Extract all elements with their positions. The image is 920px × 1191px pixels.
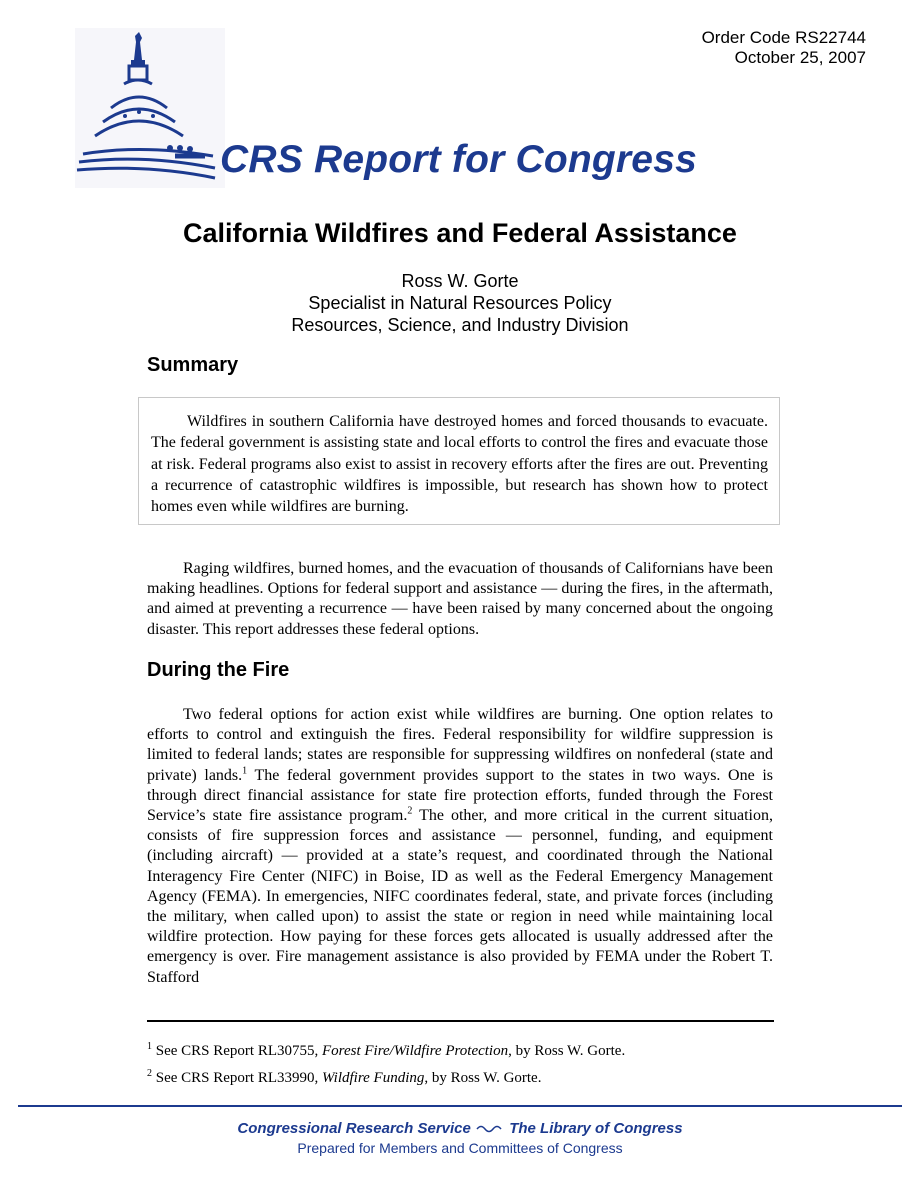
footnote-suffix: , by Ross W. Gorte. (508, 1043, 626, 1059)
footnote-mark: 2 (147, 1068, 152, 1079)
intro-paragraph: Raging wildfires, burned homes, and the evacuation of thousands of Californians have been making headlines. Options for federal support and assistance — during the fires, in the aftermath, and aimed at preventing a recurrence — have been raised by many concerned about the ongoing disaster. This report addresses these federal options. (147, 560, 773, 638)
author-block (0, 270, 920, 336)
footnote-mark: 1 (147, 1041, 152, 1052)
crs-report-banner: CRS Report for Congress (220, 138, 697, 181)
footnote-prefix: See CRS Report RL33990, (152, 1070, 323, 1086)
footnote-2 (147, 1069, 541, 1087)
capitol-dome-logo (75, 28, 225, 188)
report-date: October 25, 2007 (734, 48, 866, 67)
author-name: Ross W. Gorte (401, 271, 519, 291)
during-fire-heading: During the Fire (147, 659, 290, 681)
footnote-1 (147, 1042, 625, 1060)
footnote-title: Forest Fire/Wildfire Protection (322, 1043, 509, 1059)
footnote-suffix: , by Ross W. Gorte. (424, 1070, 542, 1086)
author-title: Specialist in Natural Resources Policy (308, 293, 612, 313)
during-fire-paragraph (147, 705, 773, 988)
footnote-title: Wildfire Funding (322, 1070, 425, 1086)
paragraph-text: The federal government provides support to the states in two ways. One is through direct financial assistance for state fire protection efforts, funded through the Forest Service’s state fire assistance program. (147, 766, 773, 825)
summary-box (138, 397, 780, 525)
order-code: Order Code RS22744 (701, 28, 866, 47)
footer-crs: Congressional Research Service (237, 1120, 471, 1137)
footer-loc: The Library of Congress (509, 1120, 683, 1137)
footnote-divider (147, 1020, 774, 1022)
summary-heading: Summary (147, 354, 239, 376)
footnote-ref-1[interactable]: 1 (242, 765, 248, 777)
paragraph-text: The other, and more critical in the current situation, consists of fire suppression forces and assistance — personnel, funding, and equipment (including aircraft) — provided at a state’s request, and coordinated through the National Interagency Fire Center (NIFC) in Boise, ID as well as the Federal Emergency Management Agency (FEMA). In emergencies, NIFC coordinates federal, state, and private forces (including the military, when called upon) to assist the state or region in need while maintaining local wildfire protection. How paying for these forces gets allocated is usually addressed after the emergency is over. Fire management assistance is also provided by FEMA under the Robert T. Stafford (147, 807, 773, 986)
footer-divider (18, 1105, 902, 1107)
footnote-prefix: See CRS Report RL30755, (152, 1043, 323, 1059)
order-code-block (702, 28, 866, 68)
author-division: Resources, Science, and Industry Division (291, 315, 629, 335)
ornament-icon (475, 1124, 505, 1134)
report-title: California Wildfires and Federal Assistance (183, 218, 737, 248)
summary-text: Wildfires in southern California have destroyed homes and forced thousands to evacuate. The federal government is assisting state and local efforts to control the fires and evacuate those at risk. Federal programs also exist to assist in recovery efforts after the fires are out. Preventing a recurrence of catastrophic wildfires is impossible, but research has shown how to protect homes even while wildfires are burning. (151, 413, 768, 516)
footer-agency-line (0, 1120, 920, 1137)
footnote-ref-2[interactable]: 2 (407, 805, 413, 817)
footer-prepared-line: Prepared for Members and Committees of Congress (297, 1140, 623, 1156)
paragraph-text: Two federal options for action exist while wildfires are burning. One option relates to efforts to control and extinguish the fires. Federal responsibility for wildfire suppression is limited to federal lands; states are responsible for suppressing wildfires on nonfederal (state and private) lands. (147, 706, 773, 784)
